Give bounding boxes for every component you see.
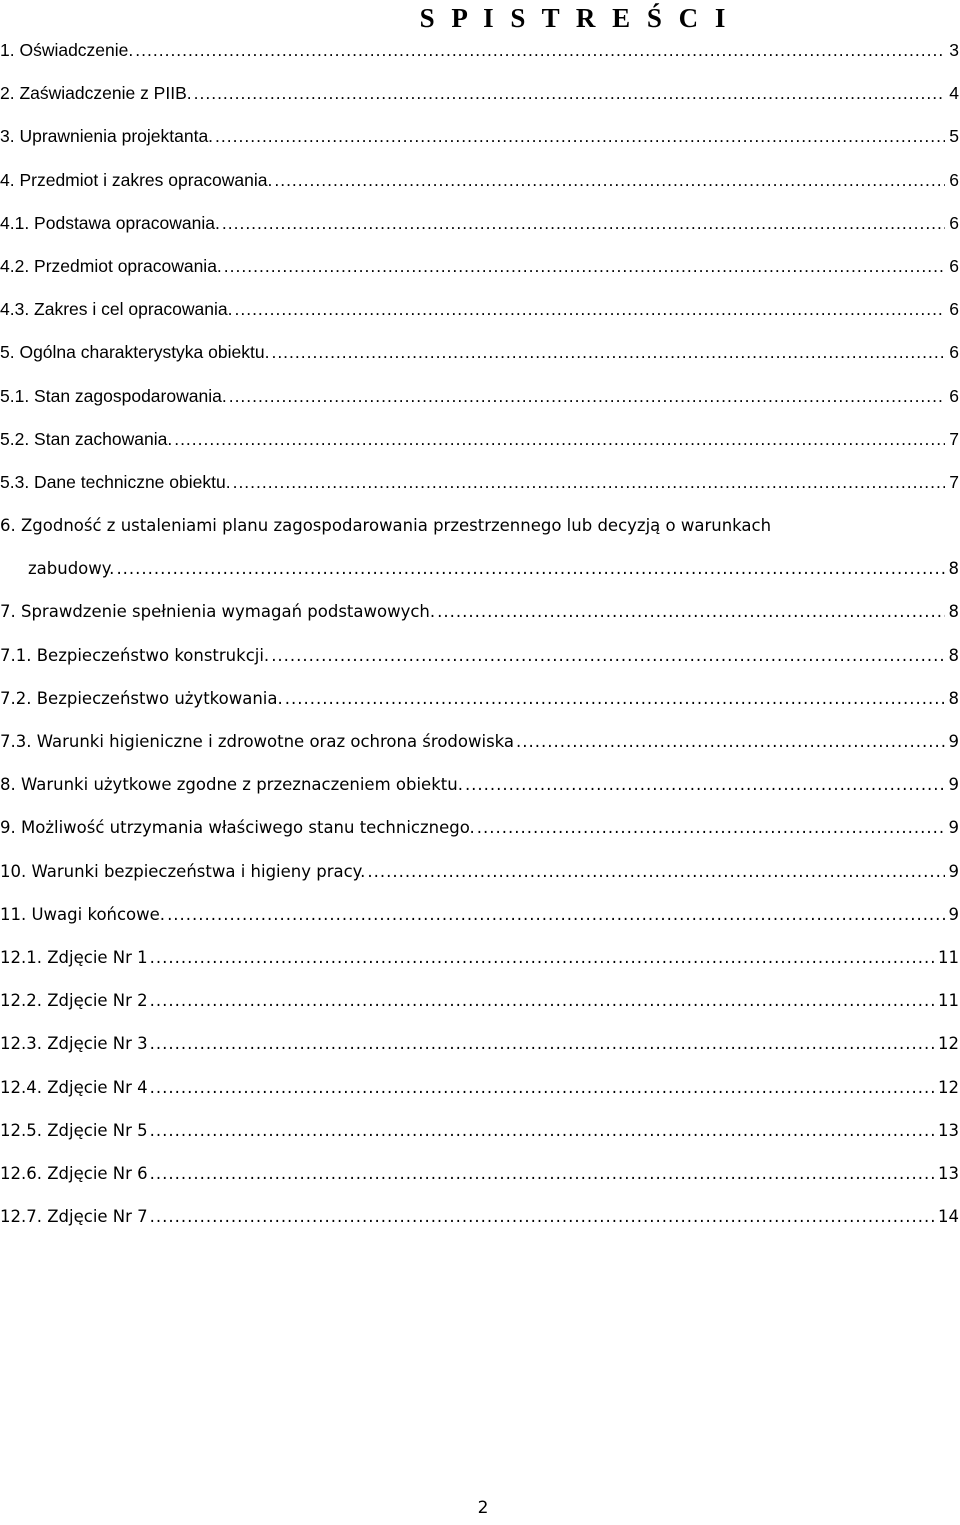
toc-entry-label: 5.2. Stan zachowania. [0,418,174,461]
toc-entry-page: 9 [948,775,959,795]
toc-dot-leader [215,115,945,158]
toc-entry-page: 4 [949,83,959,104]
toc-entry-page: 14 [938,1207,959,1227]
toc-dot-leader [465,763,945,806]
toc-entry-page: 6 [949,385,959,406]
toc-entry-label: 12.1. Zdjęcie Nr 1 [0,936,150,979]
toc-dot-leader [274,159,945,202]
toc-dot-leader [437,590,944,633]
toc-dot-leader [271,331,945,374]
toc-dot-leader [477,806,945,849]
document-title: S P I S T R E Ś C I [419,3,731,33]
toc-entry-label: 4. Przedmiot i zakres opracowania. [0,159,274,202]
toc-entry-label: 4.2. Przedmiot opracowania. [0,245,224,288]
toc-entry-page: 6 [949,299,959,320]
toc-entry[interactable] [0,1195,960,1238]
toc-entry-page: 6 [949,169,959,190]
toc-entry[interactable] [0,29,960,72]
toc-dot-leader [150,936,934,979]
toc-entry-label: 8. Warunki użytkowe zgodne z przeznaczeniem obiektu. [0,763,465,806]
toc-entry-page: 9 [948,861,959,881]
toc-entry-label: 5.3. Dane techniczne obiektu. [0,461,233,504]
toc-entry-label: 7.1. Bezpieczeństwo konstrukcji. [0,634,271,677]
toc-dot-leader [222,202,945,245]
toc-entry-page: 6 [949,212,959,233]
toc-entry[interactable] [0,1066,960,1109]
toc-entry[interactable] [0,288,960,331]
toc-entry-label: 11. Uwagi końcowe. [0,893,167,936]
toc-entry[interactable] [0,1152,960,1195]
toc-entry[interactable] [0,202,960,245]
toc-entry[interactable] [0,763,960,806]
toc-entry-label: 12.7. Zdjęcie Nr 7 [0,1195,150,1238]
toc-entry[interactable] [0,850,960,893]
toc-entry-label: 12.2. Zdjęcie Nr 2 [0,979,150,1022]
toc-entry[interactable] [0,720,960,763]
toc-entry-page: 6 [949,255,959,276]
toc-dot-leader [194,72,946,115]
toc-dot-leader [516,720,944,763]
toc-entry-label: 4.1. Podstawa opracowania. [0,202,222,245]
toc-dot-leader [116,547,944,590]
toc-entry-label: 12.6. Zdjęcie Nr 6 [0,1152,150,1195]
toc-entry[interactable] [0,72,960,115]
toc-dot-leader [229,375,946,418]
toc-entry-page: 3 [949,40,959,60]
toc-entry-page: 8 [948,645,959,665]
toc-entry-page: 12 [938,1077,959,1097]
toc-entry-label: 1. Oświadczenie. [0,29,135,72]
toc-entry[interactable] [0,1109,960,1152]
toc-dot-leader [150,1195,934,1238]
table-of-contents [0,29,960,1238]
toc-entry-label-line1: 6. Zgodność z ustaleniami planu zagospodarowania przestrzennego lub decyzją o warunkach [0,516,772,536]
toc-entry-label: 3. Uprawnienia projektanta. [0,115,215,158]
toc-entry-label: 7. Sprawdzenie spełnienia wymagań podstawowych. [0,590,437,633]
toc-entry-page: 8 [948,559,959,579]
toc-entry[interactable] [0,677,960,720]
toc-entry[interactable] [0,936,960,979]
toc-entry-label: 5.1. Stan zagospodarowania. [0,375,229,418]
toc-entry-label: 7.2. Bezpieczeństwo użytkowania. [0,677,285,720]
toc-dot-leader [150,1152,934,1195]
toc-entry[interactable] [0,115,960,158]
toc-entry-label: 10. Warunki bezpieczeństwa i higieny pracy. [0,850,367,893]
toc-entry[interactable] [0,331,960,374]
toc-dot-leader [150,979,934,1022]
toc-entry-page: 6 [949,342,959,363]
toc-dot-leader [150,1022,934,1065]
toc-entry[interactable] [0,504,960,590]
toc-entry-page: 7 [949,428,959,449]
toc-entry-label: 5. Ogólna charakterystyka obiektu. [0,331,271,374]
toc-dot-leader [234,288,945,331]
toc-entry-page: 8 [948,602,959,622]
toc-dot-leader [135,29,945,72]
toc-entry-page: 9 [948,818,959,838]
toc-dot-leader [367,850,944,893]
toc-entry-label: zabudowy. [28,547,116,590]
toc-dot-leader [150,1109,934,1152]
toc-entry-label: 9. Możliwość utrzymania właściwego stanu technicznego. [0,806,477,849]
toc-entry[interactable] [0,806,960,849]
toc-entry[interactable] [0,590,960,633]
toc-entry[interactable] [0,418,960,461]
toc-entry-label: 7.3. Warunki higieniczne i zdrowotne oraz ochrona środowiska [0,720,516,763]
toc-entry-page: 9 [948,904,959,924]
toc-entry[interactable] [0,634,960,677]
page-number: 2 [477,1498,489,1518]
toc-entry-page: 13 [938,1120,959,1140]
toc-entry[interactable] [0,375,960,418]
toc-entry-label: 12.4. Zdjęcie Nr 4 [0,1066,150,1109]
toc-dot-leader [271,634,944,677]
toc-entry-label: 12.5. Zdjęcie Nr 5 [0,1109,150,1152]
toc-entry[interactable] [0,461,960,504]
toc-entry-page: 11 [938,947,959,967]
toc-entry-page: 8 [948,688,959,708]
toc-entry-page: 5 [949,126,959,147]
toc-entry-page: 13 [938,1163,959,1183]
toc-entry-label: 2. Zaświadczenie z PIIB. [0,72,194,115]
toc-dot-leader [167,893,944,936]
toc-dot-leader [224,245,945,288]
toc-dot-leader [233,461,946,504]
toc-entry-page: 9 [948,732,959,752]
toc-entry[interactable] [0,979,960,1022]
toc-entry[interactable] [0,1022,960,1065]
toc-dot-leader [150,1066,934,1109]
toc-entry-page: 7 [949,471,959,492]
toc-entry[interactable] [0,245,960,288]
toc-dot-leader [174,418,945,461]
toc-entry[interactable] [0,159,960,202]
toc-entry[interactable] [0,893,960,936]
toc-entry-label: 4.3. Zakres i cel opracowania. [0,288,234,331]
toc-entry-page: 12 [938,1034,959,1054]
toc-dot-leader [285,677,945,720]
toc-entry-label: 12.3. Zdjęcie Nr 3 [0,1022,150,1065]
toc-entry-page: 11 [938,991,959,1011]
